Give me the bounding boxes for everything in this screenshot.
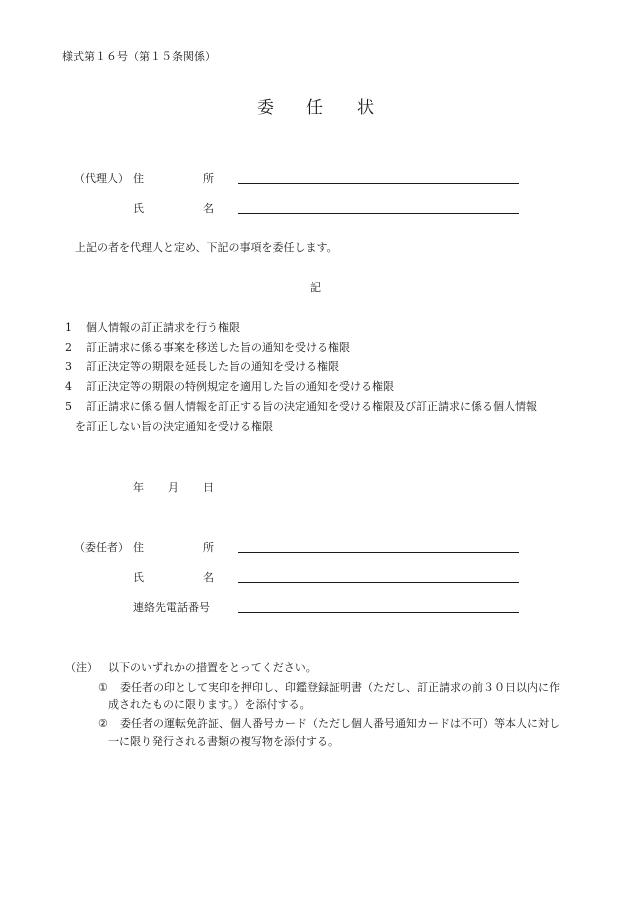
note-2-line-2: 一に限り発行される書類の複写物を添付する。 xyxy=(108,735,339,748)
notes-intro: 以下のいずれかの措置をとってください。 xyxy=(108,661,317,674)
principal-name-field[interactable] xyxy=(238,582,519,583)
item-continuation: を訂正しない旨の決定通知を受ける権限 xyxy=(75,420,273,433)
item-text: 個人情報の訂正請求を行う権限 xyxy=(86,321,240,334)
item-text: 訂正決定等の期限の特例規定を適用した旨の通知を受ける権限 xyxy=(86,380,394,393)
delegation-text: 上記の者を代理人と定め、下記の事項を委任します。 xyxy=(75,241,338,254)
note-1-line-1: 委任者の印として実印を押印し、印鑑登録証明書（ただし、訂正請求の前３０日以内に作 xyxy=(120,681,560,694)
principal-name-label-1: 氏 xyxy=(133,571,144,584)
date-year-label: 年 xyxy=(133,481,144,494)
note-1-number: ① xyxy=(98,681,108,694)
item-number: 5 xyxy=(65,400,72,413)
agent-name-field[interactable] xyxy=(238,213,519,214)
item-number: 1 xyxy=(65,321,72,334)
note-2-number: ② xyxy=(98,717,108,730)
date-day-label: 日 xyxy=(203,481,214,494)
agent-name-label-2: 名 xyxy=(203,202,214,215)
item-text: 訂正請求に係る事案を移送した旨の通知を受ける権限 xyxy=(86,341,350,354)
item-text: 訂正請求に係る個人情報を訂正する旨の決定通知を受ける権限及び訂正請求に係る個人情報 xyxy=(86,400,537,413)
principal-address-label-2: 所 xyxy=(203,541,214,554)
agent-address-label-2: 所 xyxy=(203,172,214,185)
principal-phone-field[interactable] xyxy=(238,612,519,613)
title-char-1: 委 xyxy=(257,98,274,118)
note-2-line-1: 委任者の運転免許証、個人番号カード（ただし個人番号通知カードは不可）等本人に対し xyxy=(120,717,560,730)
item-number: 3 xyxy=(65,360,72,373)
principal-address-label-1: 住 xyxy=(133,541,144,554)
principal-prefix: （委任者） xyxy=(74,541,129,554)
principal-name-label-2: 名 xyxy=(203,571,214,584)
item-text: 訂正決定等の期限を延長した旨の通知を受ける権限 xyxy=(86,360,339,373)
agent-address-field[interactable] xyxy=(238,183,519,184)
principal-phone-label: 連絡先電話番号 xyxy=(133,601,210,614)
item-number: 4 xyxy=(65,380,72,393)
form-number: 様式第１６号（第１５条関係） xyxy=(62,50,216,63)
agent-name-label-1: 氏 xyxy=(133,202,144,215)
notes-label: （注） xyxy=(65,661,98,674)
agent-address-label-1: 住 xyxy=(133,172,144,185)
principal-address-field[interactable] xyxy=(238,552,519,553)
agent-prefix: （代理人） xyxy=(74,172,129,185)
title-char-3: 状 xyxy=(357,98,374,118)
ki-heading: 記 xyxy=(310,281,321,294)
title-char-2: 任 xyxy=(306,98,323,118)
item-number: 2 xyxy=(65,341,72,354)
date-month-label: 月 xyxy=(168,481,179,494)
note-1-line-2: 成されたものに限ります。）を添付する。 xyxy=(108,698,311,711)
